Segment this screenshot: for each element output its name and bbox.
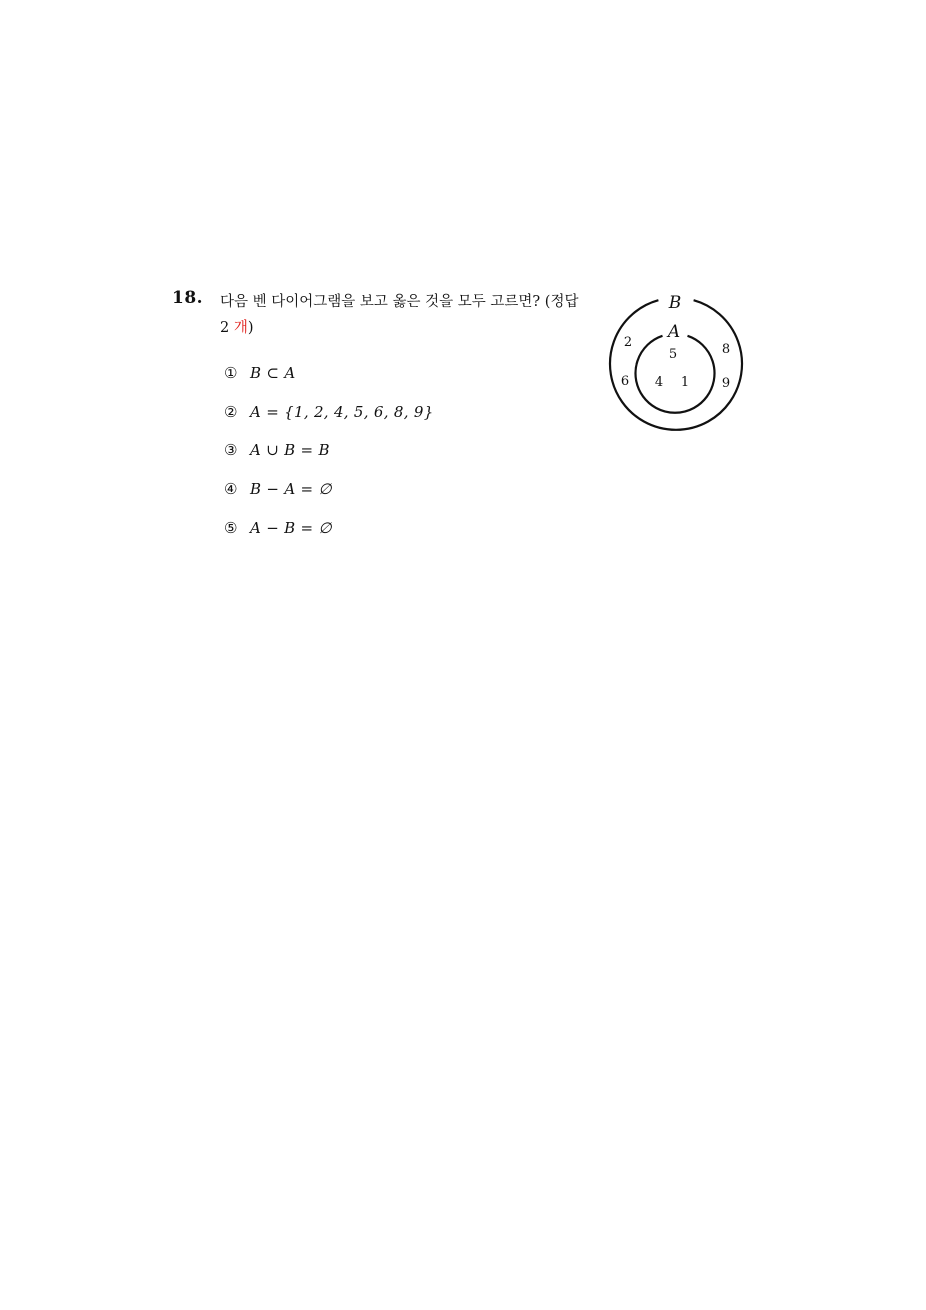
question-number: 18. bbox=[172, 288, 204, 308]
choice-expression: A ∪ B = B bbox=[250, 441, 330, 460]
set-b-label: B bbox=[668, 293, 682, 313]
set-a-label: A bbox=[667, 322, 681, 342]
choice-marker: ⑤ bbox=[224, 518, 238, 537]
choice-expression: A = {1, 2, 4, 5, 6, 8, 9} bbox=[250, 402, 434, 421]
choice-1[interactable] bbox=[224, 364, 434, 403]
venn-element: 4 bbox=[654, 375, 664, 390]
venn-element: 8 bbox=[721, 342, 731, 357]
answer-count-unit: 개 bbox=[233, 320, 248, 336]
question-text-line2 bbox=[220, 315, 600, 341]
set-b-circle bbox=[610, 300, 742, 430]
choice-marker: ③ bbox=[224, 441, 238, 460]
choice-list bbox=[224, 364, 434, 557]
choice-4[interactable] bbox=[224, 480, 434, 519]
choice-3[interactable] bbox=[224, 441, 434, 480]
choice-marker: ④ bbox=[224, 480, 238, 499]
choice-expression: B − A = ∅ bbox=[250, 480, 332, 499]
choice-marker: ① bbox=[224, 364, 238, 382]
choice-2[interactable] bbox=[224, 403, 434, 442]
answer-count-prefix: 2 bbox=[220, 320, 234, 336]
venn-diagram bbox=[600, 288, 750, 438]
venn-element: 9 bbox=[721, 376, 731, 391]
venn-element: 2 bbox=[623, 335, 633, 350]
choice-5[interactable] bbox=[224, 519, 434, 558]
venn-element: 1 bbox=[680, 375, 690, 390]
venn-element: 5 bbox=[668, 347, 678, 362]
choice-marker: ② bbox=[224, 402, 238, 421]
question-text bbox=[220, 289, 600, 341]
choice-expression: A − B = ∅ bbox=[250, 518, 332, 537]
choice-expression: B ⊂ A bbox=[250, 364, 296, 382]
answer-count-suffix: ) bbox=[247, 320, 254, 336]
venn-element: 6 bbox=[620, 374, 630, 389]
question-text-line1: 다음 벤 다이어그램을 보고 옳은 것을 모두 고르면? (정답 bbox=[220, 294, 579, 310]
